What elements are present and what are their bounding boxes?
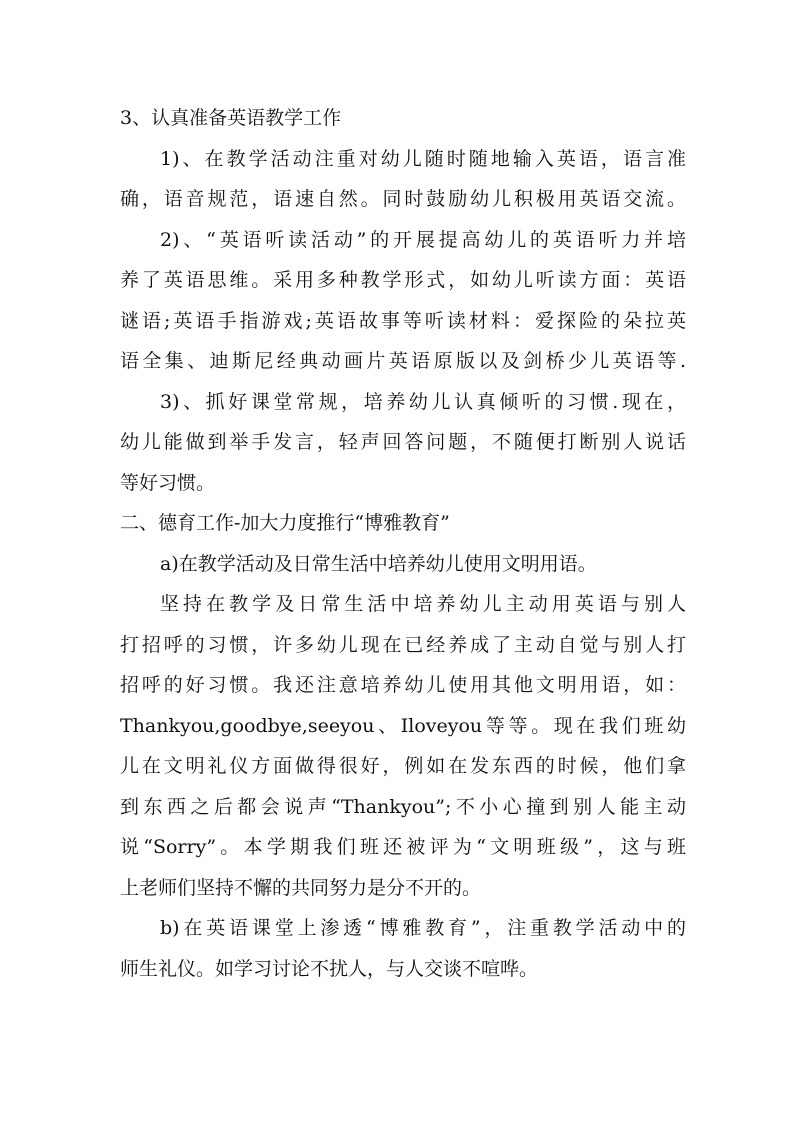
- paragraph-line: 儿在文明礼仪方面做得很好，例如在发东西的时候，他们拿: [120, 755, 686, 777]
- paragraph-line: 2)、“英语听读活动”的开展提高幼儿的英语听力并培: [160, 228, 686, 251]
- paragraph-line: b)在英语课堂上渗透“博雅教育”，注重教学活动中的: [160, 917, 686, 939]
- document-body: [120, 98, 686, 989]
- paragraph-line: 确，语音规范，语速自然。同时鼓励幼儿积极用英语交流。: [120, 188, 686, 210]
- paragraph-line: 3)、抓好课堂常规，培养幼儿认真倾听的习惯.现在，: [160, 390, 686, 413]
- paragraph-line: 说“Sorry”。本学期我们班还被评为“文明班级”，这与班: [120, 836, 686, 858]
- paragraph-line: Thankyou,goodbye,seeyou、Iloveyou等等。现在我们班幼: [120, 714, 686, 737]
- section-heading-english-prep: 3、认真准备英语教学工作: [120, 107, 342, 129]
- paragraph-line: 坚持在教学及日常生活中培养幼儿主动用英语与别人: [160, 593, 686, 615]
- paragraph-line: 上老师们坚持不懈的共同努力是分不开的。: [120, 876, 482, 899]
- paragraph-line: 招呼的好习惯。我还注意培养幼儿使用其他文明用语，如：: [120, 674, 686, 696]
- paragraph-line: 1)、在教学活动注重对幼儿随时随地输入英语，语言准: [160, 147, 686, 170]
- paragraph-line: 师生礼仪。如学习讨论不扰人，与人交谈不喧哗。: [120, 957, 539, 980]
- paragraph-line: 等好习惯。: [120, 471, 216, 494]
- paragraph-line: 谜语;英语手指游戏;英语故事等听读材料：爱探险的朵拉英: [120, 309, 686, 332]
- paragraph-line: 幼儿能做到举手发言，轻声回答问题，不随便打断别人说话: [120, 431, 686, 453]
- paragraph-line: 养了英语思维。采用多种教学形式，如幼儿听读方面：英语: [120, 269, 686, 291]
- paragraph-line: 到东西之后都会说声“Thankyou”;不小心撞到别人能主动: [120, 795, 686, 818]
- paragraph-line: a)在教学活动及日常生活中培养幼儿使用文明用语。: [160, 552, 597, 575]
- paragraph-line: 语全集、迪斯尼经典动画片英语原版以及剑桥少儿英语等.: [120, 350, 686, 372]
- section-heading-moral-education: 二、德育工作-加大力度推行“博雅教育”: [120, 512, 450, 534]
- paragraph-line: 打招呼的习惯，许多幼儿现在已经养成了主动自觉与别人打: [120, 633, 686, 656]
